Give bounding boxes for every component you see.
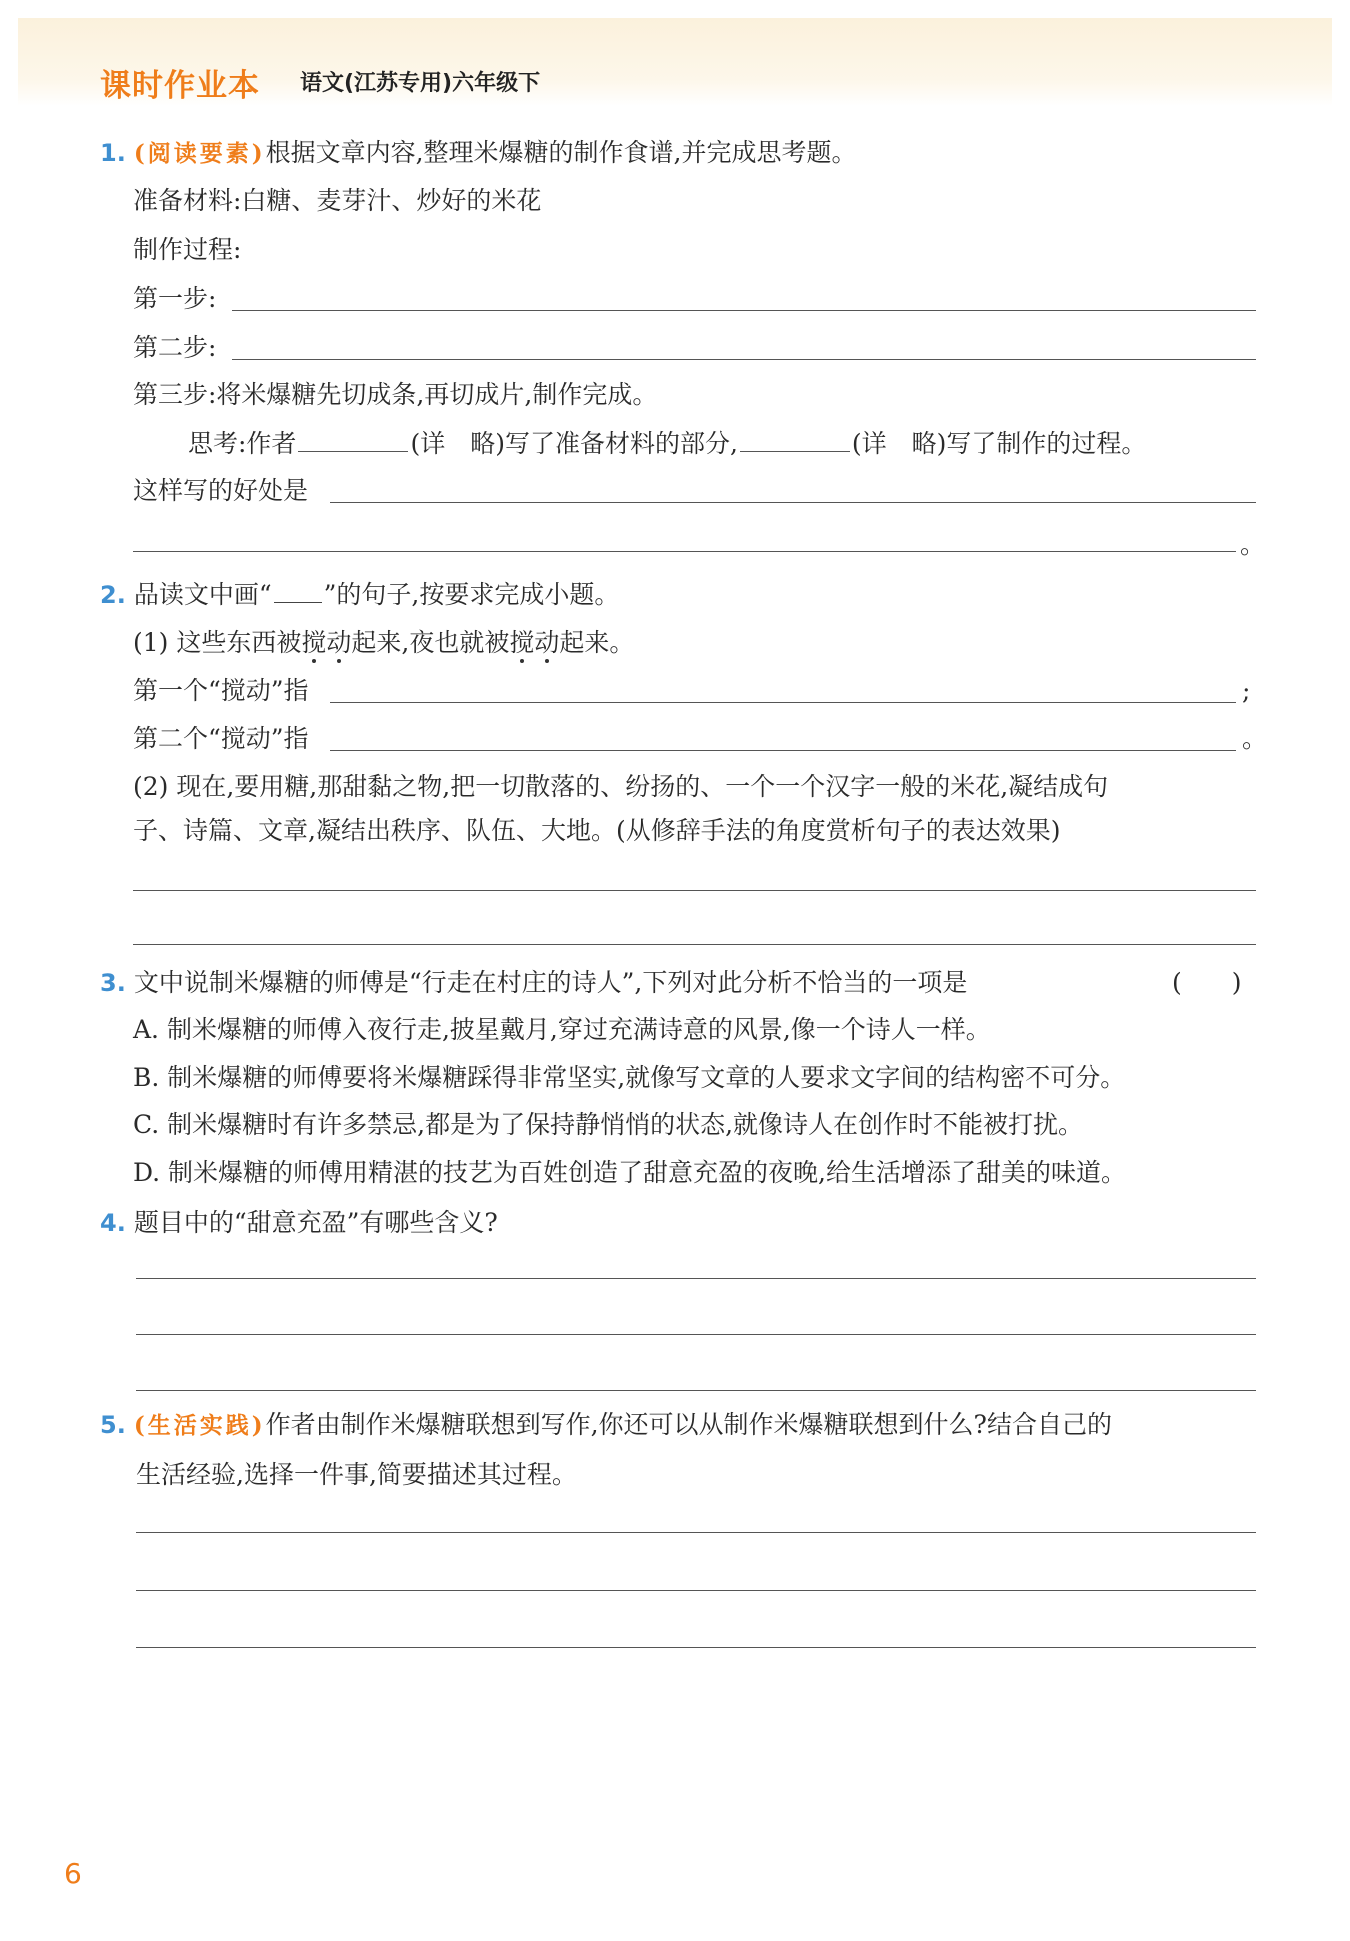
q5-text-line2: 生活经验,选择一件事,简要描述其过程。: [136, 1460, 577, 1489]
page-number: 6: [64, 1857, 82, 1890]
q4-number: 4.: [100, 1209, 126, 1237]
q2-sub2-answer-line-2[interactable]: [133, 944, 1256, 945]
q3-answer-paren[interactable]: ( ): [1172, 968, 1242, 997]
q2-first-semicolon: ;: [1242, 676, 1251, 705]
q1-step1-label: 第一步:: [133, 284, 217, 313]
q4-text: 题目中的“甜意充盈”有哪些含义?: [133, 1208, 498, 1237]
q3-option-b[interactable]: B. 制米爆糖的师傅要将米爆糖踩得非常坚实,就像写文章的人要求文字间的结构密不可分。: [133, 1063, 1126, 1092]
q4-prompt: [100, 1206, 498, 1240]
q1-think-prefix: 思考:作者: [188, 429, 297, 458]
q1-think: [188, 425, 1146, 461]
q1-benefit-answer-line-2[interactable]: [133, 551, 1236, 552]
q1-think-option2: (详 略)写了制作的过程。: [851, 429, 1147, 458]
q2-number: 2.: [100, 581, 126, 609]
q2-second-label: 第二个“搅动”指: [133, 724, 309, 753]
q5-answer-line-1[interactable]: [136, 1532, 1256, 1533]
q1-step2-label: 第二步:: [133, 333, 217, 362]
q2-sub2-line2: 子、诗篇、文章,凝结出秩序、队伍、大地。(从修辞手法的角度赏析句子的表达效果): [133, 816, 1061, 845]
book-title: 课时作业本: [100, 68, 260, 104]
q2-second-period: 。: [1242, 724, 1268, 753]
q1-end-period: 。: [1240, 530, 1266, 559]
q1-step1-answer-line[interactable]: [232, 310, 1256, 311]
q2-text-a: 品读文中画“: [133, 580, 272, 609]
q2-sub1-dotted-word-2: [509, 628, 559, 657]
q1-step3: 第三步:将米爆糖先切成条,再切成片,制作完成。: [133, 380, 658, 409]
q5-answer-line-2[interactable]: [136, 1590, 1256, 1591]
q1-prompt: [100, 136, 857, 171]
book-subtitle: 语文(江苏专用)六年级下: [300, 71, 541, 96]
q1-think-blank1[interactable]: [298, 425, 408, 452]
q2-sub1-part-b: 起来,夜也就被: [351, 628, 510, 657]
q1-benefit-answer-line[interactable]: [330, 502, 1256, 503]
q3-option-c[interactable]: C. 制米爆糖时有许多禁忌,都是为了保持静悄悄的状态,就像诗人在创作时不能被打扰。: [133, 1110, 1084, 1139]
q4-answer-line-2[interactable]: [136, 1334, 1256, 1335]
q1-benefit-label: 这样写的好处是: [133, 476, 309, 505]
q5-prompt: [100, 1408, 1112, 1443]
q1-text: 根据文章内容,整理米爆糖的制作食谱,并完成思考题。: [265, 138, 857, 167]
q2-prompt: [100, 578, 619, 612]
q5-number: 5.: [100, 1411, 126, 1439]
emphasis-dot-char: 动: [534, 628, 560, 657]
q2-first-label: 第一个“搅动”指: [133, 676, 309, 705]
q2-sub1-dotted-word-1: [301, 628, 351, 657]
q2-sub1-part-a: (1) 这些东西被: [133, 628, 302, 657]
q2-sub1-dotted-text-1: [301, 628, 351, 657]
q3-prompt: [100, 966, 967, 1000]
emphasis-dot-char: 搅: [301, 628, 327, 657]
q2-sub1-part-c: 起来。: [559, 628, 635, 657]
q4-answer-line-1[interactable]: [136, 1278, 1256, 1279]
q3-number: 3.: [100, 969, 126, 997]
q2-first-answer-line[interactable]: [330, 702, 1236, 703]
q2-underline-sample: [274, 580, 322, 603]
q1-think-blank2[interactable]: [740, 425, 850, 452]
q1-step2-answer-line[interactable]: [232, 359, 1256, 360]
q3-option-d[interactable]: D. 制米爆糖的师傅用精湛的技艺为百姓创造了甜意充盈的夜晚,给生活增添了甜美的味道。: [133, 1158, 1126, 1187]
q2-sub1-dotted-text-2: [509, 628, 559, 657]
emphasis-dot-char: 动: [326, 628, 352, 657]
q1-materials: 准备材料:白糖、麦芽汁、炒好的米花: [133, 186, 542, 215]
q3-text: 文中说制米爆糖的师傅是“行走在村庄的诗人”,下列对此分析不恰当的一项是: [133, 968, 968, 997]
q5-text-line1: 作者由制作米爆糖联想到写作,你还可以从制作米爆糖联想到什么?结合自己的: [265, 1410, 1112, 1439]
q1-think-option1: (详 略)写了准备材料的部分,: [410, 429, 738, 458]
q2-text-b: ”的句子,按要求完成小题。: [323, 580, 620, 609]
q4-answer-line-3[interactable]: [136, 1390, 1256, 1391]
q2-sub2-line1: (2) 现在,要用糖,那甜黏之物,把一切散落的、纷扬的、一个一个汉字一般的米花,凝结成句: [133, 772, 1109, 801]
q3-option-a[interactable]: A. 制米爆糖的师傅入夜行走,披星戴月,穿过充满诗意的风景,像一个诗人一样。: [133, 1015, 991, 1044]
q2-sub1: [133, 626, 634, 660]
q2-sub2-answer-line-1[interactable]: [133, 890, 1256, 891]
emphasis-dot-char: 搅: [509, 628, 535, 657]
q1-tag: (阅读要素): [133, 140, 266, 167]
q5-answer-line-3[interactable]: [136, 1647, 1256, 1648]
q5-tag: (生活实践): [133, 1412, 266, 1439]
q1-number: 1.: [100, 139, 126, 167]
q1-process-label: 制作过程:: [133, 235, 242, 264]
q2-second-answer-line[interactable]: [330, 750, 1236, 751]
